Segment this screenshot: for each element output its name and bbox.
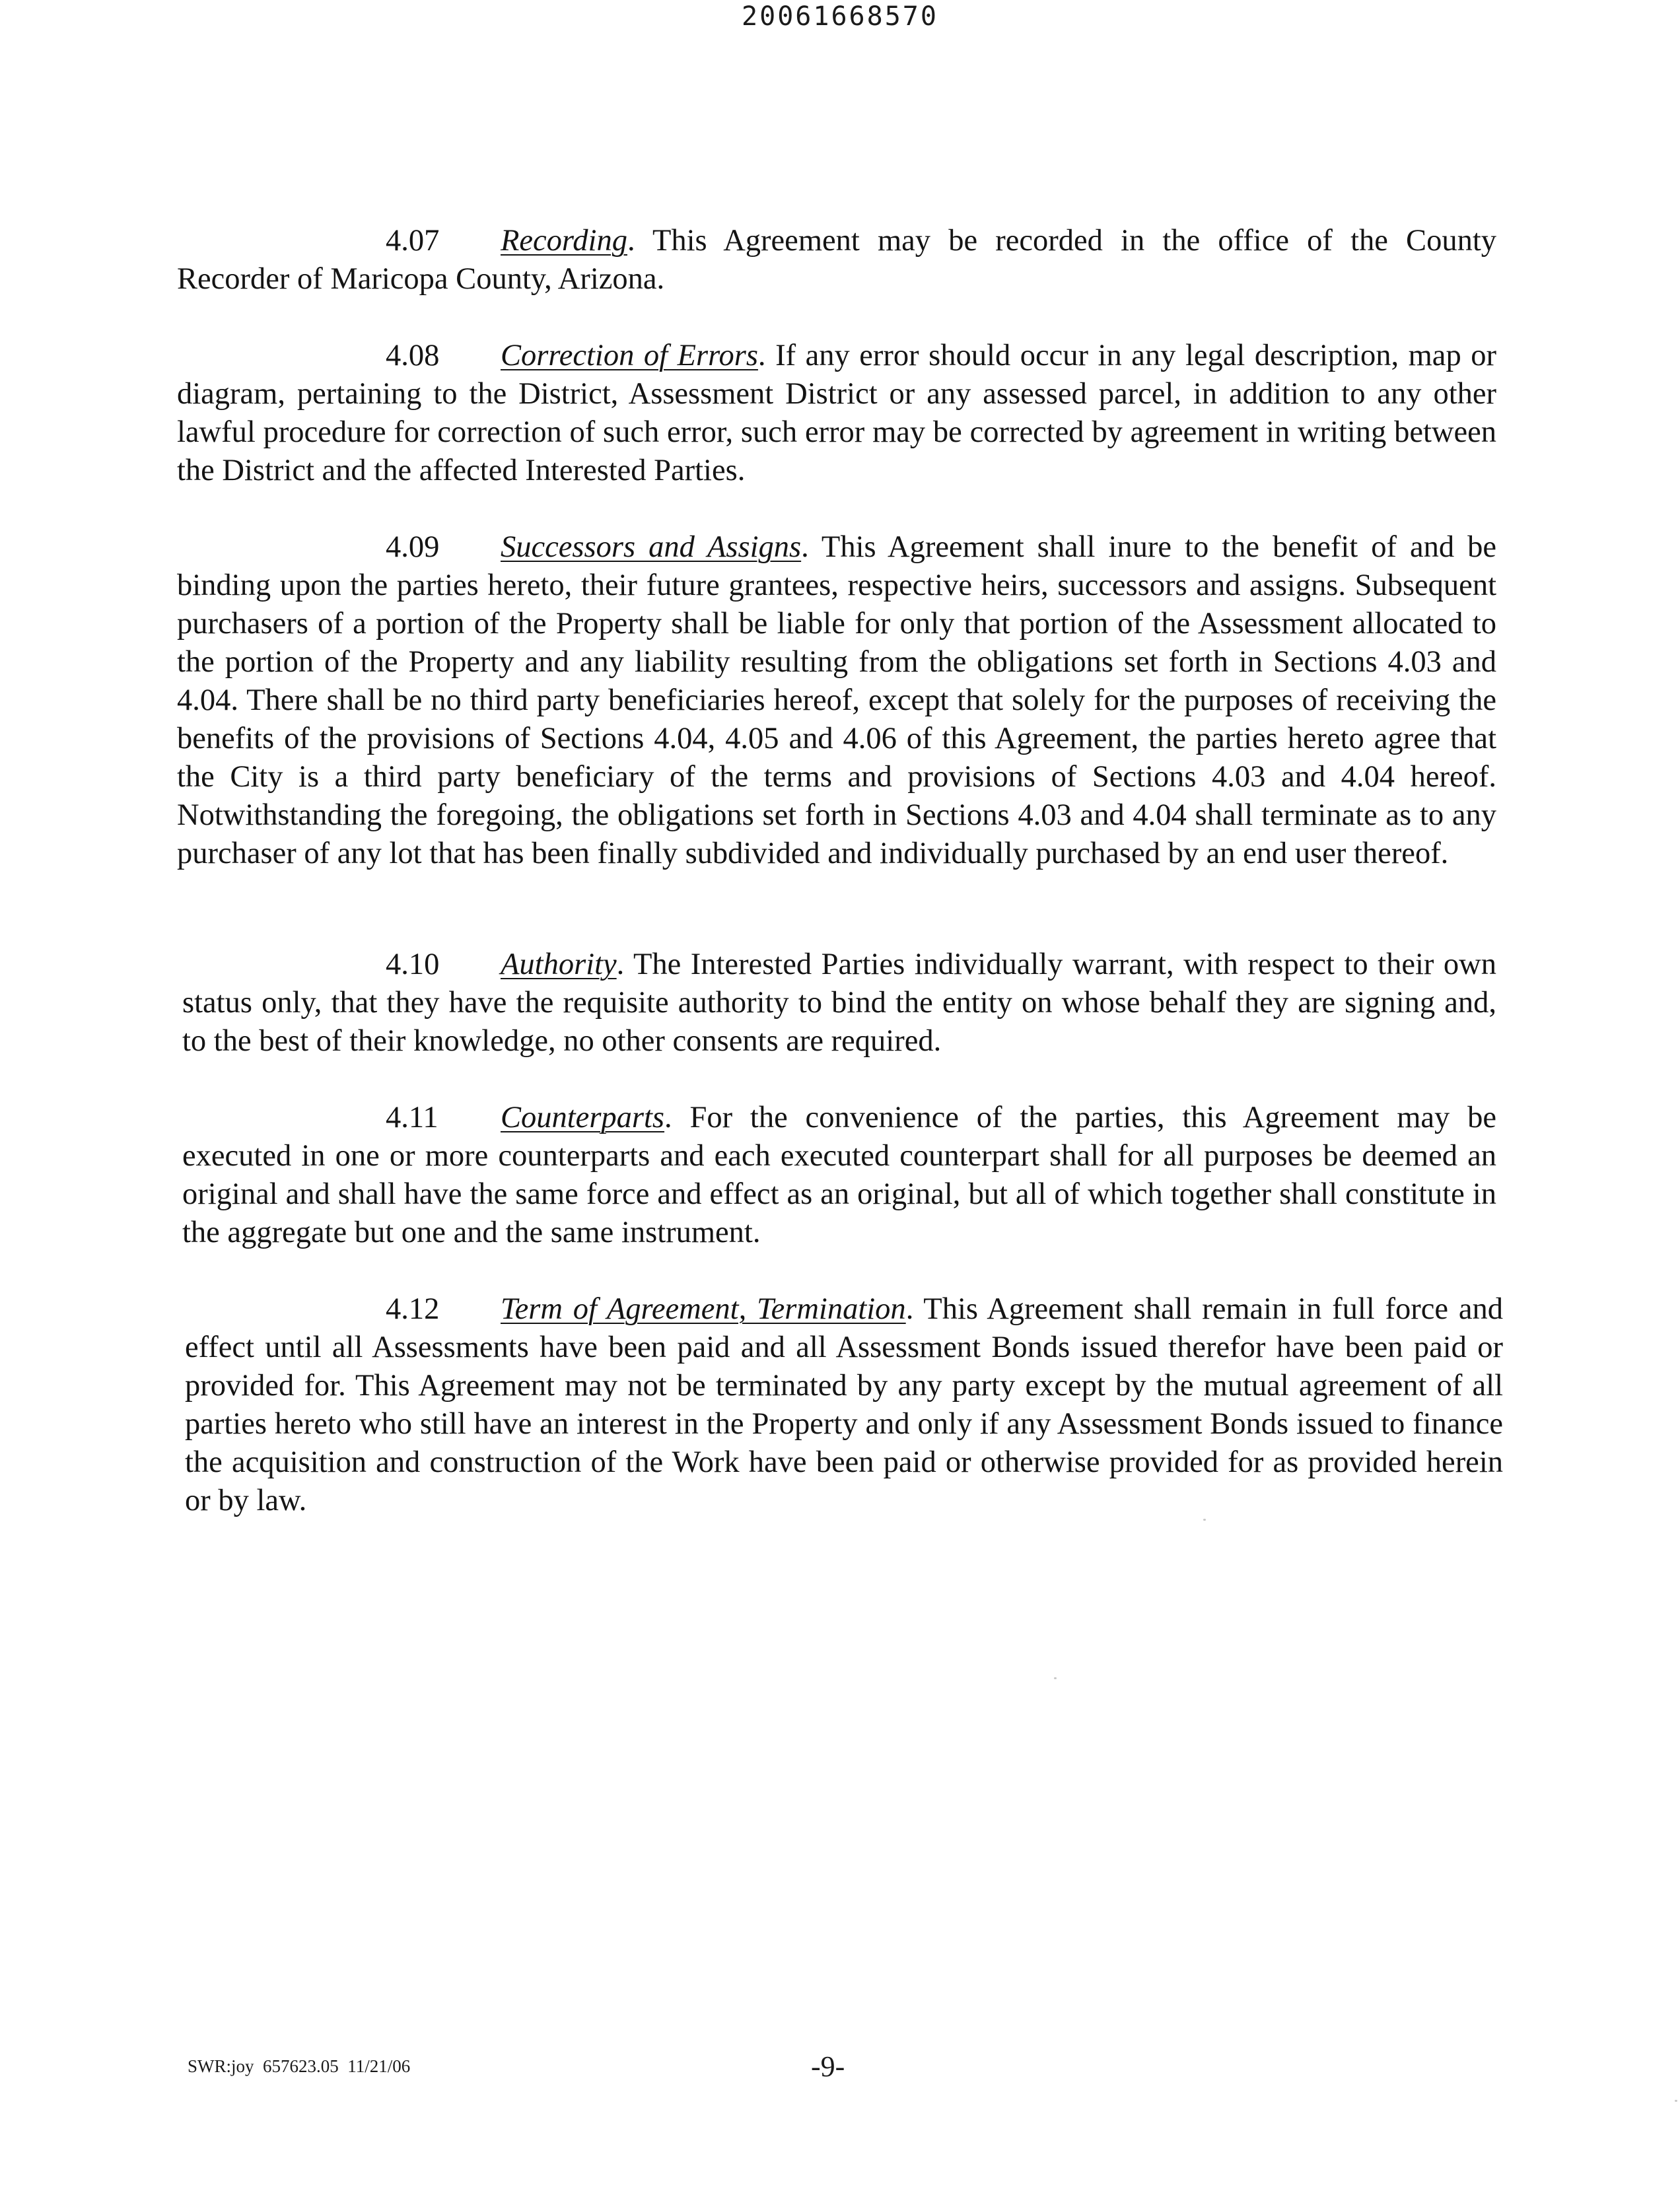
page-number: -9-	[811, 2050, 845, 2083]
section-text: . If any error should occur in any legal description, map or diagram, pertaining to the District, Assessment District or any assessed parcel, in addition to any other lawful procedure for correction of such error, such error may be corrected by agreement in writing between the District and the affected Interested Parties.	[177, 339, 1496, 487]
section-heading: Authority	[501, 948, 617, 981]
section-heading: Successors and Assigns	[501, 530, 802, 564]
section-number: 4.11	[386, 1101, 438, 1134]
section-number: 4.12	[386, 1292, 440, 1326]
section-number: 4.10	[386, 948, 440, 981]
section-text: . This Agreement may be recorded in the office of the County Recorder of Maricopa County, Arizona.	[177, 224, 1496, 296]
section-4-07	[177, 222, 1496, 298]
section-text: . This Agreement shall inure to the benefit of and be binding upon the parties hereto, their future grantees, respective heirs, successors and assigns. Subsequent purchasers of a portion of the Property shall be liable for only that portion of the Assessment allocated to the portion of the Property and any liability resulting from the obligations set forth in Sections 4.03 and 4.04. There shall be no third party beneficiaries hereof, except that solely for the purposes of receiving the benefits of the provisions of Sections 4.04, 4.05 and 4.06 of this Agreement, the parties hereto agree that the City is a third party beneficiary of the terms and provisions of Sections 4.03 and 4.04 hereof. Notwithstanding the foregoing, the obligations set forth in Sections 4.03 and 4.04 shall terminate as to any purchaser of any lot that has been finally subdivided and individually purchased by an end user thereof.	[177, 530, 1496, 870]
section-number: 4.08	[386, 339, 440, 372]
recording-number: 20061668570	[742, 1, 938, 32]
scan-speck	[1675, 2100, 1677, 2102]
section-number: 4.09	[386, 530, 440, 564]
section-4-10	[182, 946, 1496, 1060]
section-text: . This Agreement shall remain in full force and effect until all Assessments have been paid and all Assessment Bonds issued therefor have been paid or provided for. This Agreement may not be terminated by any party except by the mutual agreement of all parties hereto who still have an interest in the Property and only if any Assessment Bonds issued to finance the acquisition and construction of the Work have been paid or otherwise provided for as provided herein or by law.	[185, 1292, 1503, 1517]
section-heading: Correction of Errors	[501, 339, 758, 372]
section-4-08	[177, 337, 1496, 490]
section-4-12	[185, 1290, 1503, 1520]
section-heading: Counterparts	[501, 1101, 665, 1134]
section-4-11	[182, 1099, 1496, 1252]
section-text: . For the convenience of the parties, this Agreement may be executed in one or more counterparts and each executed counterpart shall for all purposes be deemed an original and shall have the same force and effect as an original, but all of which together shall constitute in the aggregate but one and the same instrument.	[182, 1101, 1496, 1249]
section-4-09	[177, 528, 1496, 873]
section-heading: Recording	[501, 224, 627, 258]
scan-speck	[1203, 1519, 1206, 1521]
scan-speck	[1054, 1677, 1057, 1679]
section-number: 4.07	[386, 224, 440, 258]
footer-document-id: SWR:joy 657623.05 11/21/06	[188, 2056, 411, 2076]
section-text: . The Interested Parties individually warrant, with respect to their own status only, that they have the requisite authority to bind the entity on whose behalf they are signing and, to the best of their knowledge, no other consents are required.	[182, 948, 1496, 1058]
section-heading: Term of Agreement, Termination	[501, 1292, 906, 1326]
